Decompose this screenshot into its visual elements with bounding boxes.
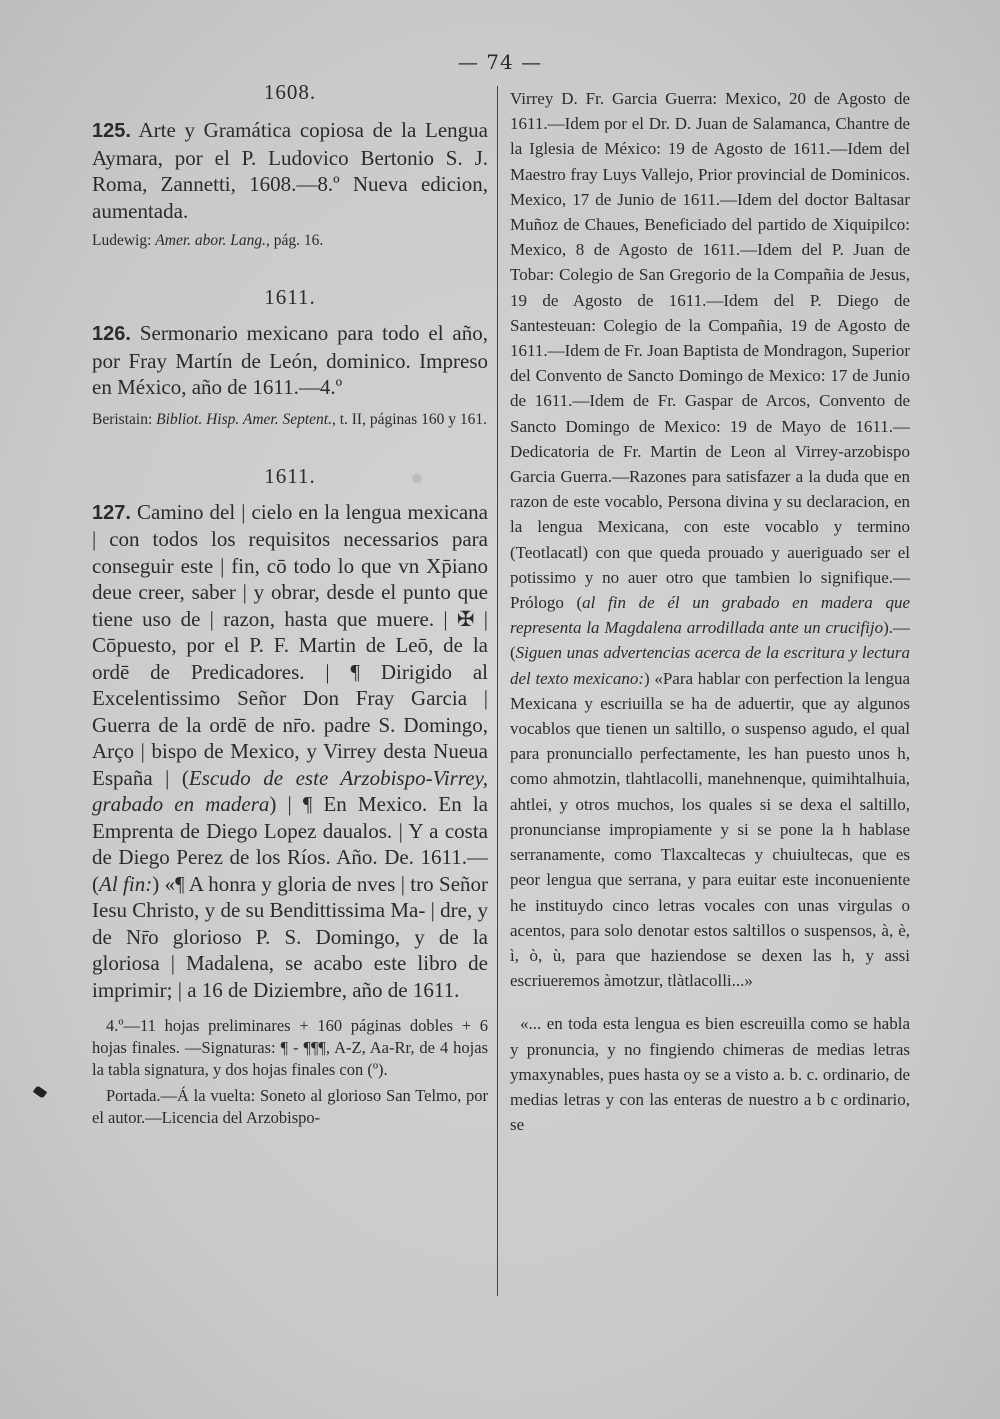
entry-127-italic-b: Al fin: (99, 871, 153, 896)
right-body-c: ) «Para hablar con perfection la lengua Mexicana y escriuilla se ha de aduertir, que ay algunos vocablos que tienen un saltillo, o suspenso agudo, el qual para pronunciallo perfectamente, les han puesto unos h, como ahmotzin, tlahtlacolli, manehnenque, quimihtalhuia, ahtlei, y otros muchos, los quales si se dexa el saltillo, pronuncianse impropiamente y si se pone la h hablase serranamente, como Tlaxcaltecas y chuiultecas, que es peor lengua que serrana, y para euitar este inconueniente he instituydo cinco letras vocales con unas virgulas o acentos, para solo denotar estos saltillos o suspensos, à, è, ì, ò, ù, para que haziendose se dexen las h, y assi escriueremos àmotzur, tlàtlacolli...» (510, 668, 910, 991)
right-column (510, 86, 910, 1137)
right-column-paragraph-2: «... en toda esta lengua es bien escreuilla como se habla y pronuncia, y no fingiendo chimeras de medias letras ymaxynables, pues hasta oy se a visto a. b. c. ordinario, de medias letras y con las enteras de nuestro a b c ordinario, se (510, 1014, 910, 1135)
entry-127-number: 127. (92, 501, 131, 524)
entry-127-contents: Portada.—Á la vuelta: Soneto al glorioso San Telmo, por el autor.—Licencia del Arzobispo- (92, 1086, 488, 1127)
entry-127-collation: 4.º—11 hojas preliminares + 160 páginas dobles + 6 hojas finales. —Signaturas: ¶ - ¶¶¶, A-Z, Aa-Rr, de 4 hojas la tabla signatura, y dos hojas finales con (º). (92, 1016, 488, 1079)
entry-127-italic-a: Escudo de este Arzobispo-Virrey, grabado en madera (92, 765, 488, 816)
entry-127-year: 1611. (264, 463, 316, 488)
entry-127-body-a: Camino del | cielo en la lengua mexicana | con todos los requisitos necessarios para conseguir este | fin, cō todo lo que vn Xp̄iano deue creer, saber | y obrar, desde el punto que tiene uso de | razon, hasta que muere. | ✠ | Cōpuesto, por el P. F. Martin de Leō, de la ordē de Predicadores. | ¶ Dirigido al Excelentissimo Señor Don Fray Garcia | Guerra de la ordē de nr̄o. padre S. Domingo, Arço | bispo de Mexico, y Virrey desta Nueua España | ( (92, 499, 488, 790)
entry-126-number: 126. (92, 323, 131, 345)
column-divider (497, 86, 498, 1296)
entry-125-body: Arte y Gramática copiosa de la Lengua Aymara, por el P. Ludovico Bertonio S. J. Roma, Zannetti, 1608.—8.º Nueva edicion, aumentada. (92, 118, 489, 223)
entry-126-text (92, 320, 488, 401)
entry-127-body-c: ) «¶ A honra y gloria de nves | tro Señor Iesu Christo, y de su Bendittissima Ma- | dre, y de Nr̄o glorioso P. S. Domingo, y de la gloriosa | Madalena, se acabo este libro de imprimir; | a 16 de Diziembre, año de 1611. (92, 871, 489, 1002)
right-italic-b: Siguen unas advertencias acerca de la escritura y lectura del texto mexicano: (510, 643, 910, 688)
entry-126-body: Sermonario mexicano para todo el año, por Fray Martín de León, dominico. Impreso en México, año de 1611.—4.º (92, 321, 488, 399)
right-column-paragraph-1 (510, 86, 910, 993)
left-column (92, 80, 488, 1129)
entry-126-year: 1611. (264, 285, 316, 309)
paper-speck (412, 474, 422, 483)
entry-125-year: 1608. (263, 80, 317, 104)
ref-pages: , pág. 16. (265, 232, 324, 249)
right-italic-a: al fin de él un grabado en madera que representa la Magdalena arrodillada ante un crucifijo (510, 593, 910, 638)
ink-mark (33, 1085, 47, 1098)
entry-127-body-b: ) | ¶ En Mexico. En la Emprenta de Diego Lopez daualos. | Y a costa de Diego Perez de los Ríos. Año. De. 1611.—( (92, 792, 489, 896)
entry-125-number: 125. (92, 120, 131, 142)
right-body-b: ).—( (510, 618, 910, 663)
entry-126-reference (92, 409, 488, 430)
right-body-a: Virrey D. Fr. Garcia Guerra: Mexico, 20 de Agosto de 1611.—Idem por el Dr. D. Juan de Salamanca, Chantre de la Iglesia de México: 19 de Agosto de 1611.—Idem del Maestro fray Luys Vallejo, Prior provincial de Dominicos. Mexico, 17 de Junio de 1611.—Idem del doctor Baltasar Muñoz de Chaues, Beneficiado del partido de Xiquipilco: Mexico, 8 de Agosto de 1611.—Idem del P. Juan de Tobar: Colegio de San Gregorio de la Compañia de Jesus, 19 de Agosto de 1611.—Idem del P. Diego de Santesteuan: Colegio de la Compañia, 19 de Agosto de 1611.—Idem de Fr. Joan Baptista de Mondragon, Superior del Convento de Sancto Domingo de Mexico: 17 de Junio de 1611.—Idem de Fr. Gaspar de Arcos, Convento de Sancto Domingo de Mexico: 19 de Mayo de 1611.—Dedicatoria de Fr. Martin de Leon al Virrey-arzobispo Garcia Guerra.—Razones para satisfazer a la duda que en razon de este vocablo, Persona divina y su declaracion, en la lengua Mexicana, con este vocablo y termino (Teotlacatl) con que queda prouado y aueriguado ser el potissimo y no auer otro que tambien lo signifique.—Prólogo ( (510, 89, 910, 613)
ref-author: Beristain: (92, 410, 153, 428)
ref-title: Bibliot. Hisp. Amer. Septent. (156, 410, 332, 428)
page-number: — 74 — (457, 50, 543, 74)
ref-pages: , t. II, páginas 160 y 161. (331, 410, 487, 428)
entry-127-text (92, 499, 488, 1004)
entry-125-text (92, 117, 488, 224)
ref-author: Ludewig: (92, 232, 152, 249)
ref-title: Amer. abor. Lang. (155, 232, 266, 249)
entry-125-reference (92, 230, 488, 251)
